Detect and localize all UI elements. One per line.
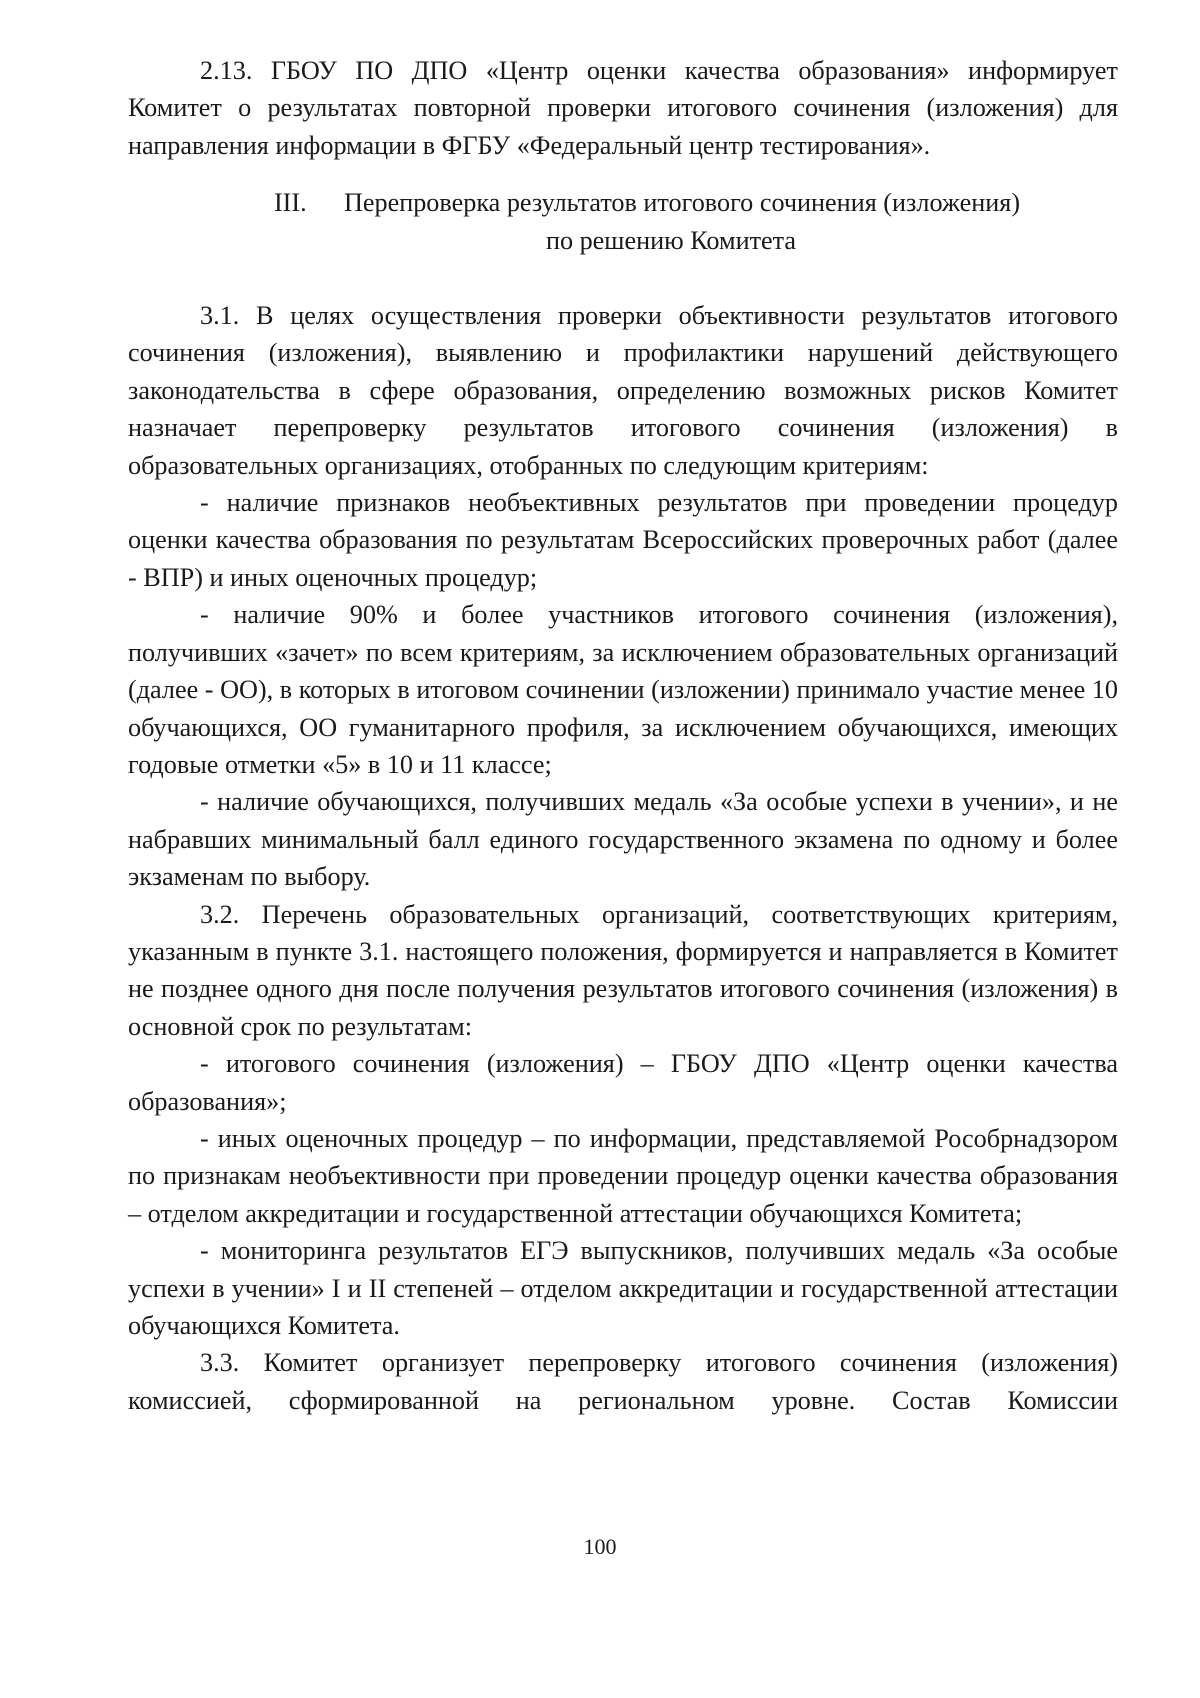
paragraph-3-3: 3.3. Комитет организует перепроверку итогового сочинения (изложения) комиссией, сформированной на региональном уровне. Состав Комиссии xyxy=(128,1348,1118,1415)
source-item: - мониторинга результатов ЕГЭ выпускников, получивших медаль «За особые успехи в учении» I и II степеней – отделом аккредитации и государственной аттестации обучающихся Комитета. xyxy=(128,1236,1118,1340)
section-number: III. xyxy=(273,188,307,218)
document-page xyxy=(128,52,1118,1419)
criteria-item: - наличие 90% и более участников итогового сочинения (изложения), получивших «зачет» по всем критериям, за исключением образовательных организаций (далее - ОО), в которых в итоговом сочинении (изложении) принимало участие менее 10 обучающихся, ОО гуманитарного профиля, за исключением обучающихся, имеющих годовые отметки «5» в 10 и 11 классе; xyxy=(128,600,1118,779)
section-title: Перепроверка результатов итогового сочинения (изложения) xyxy=(343,188,1021,218)
section-heading xyxy=(128,184,1118,259)
section-subtitle: по решению Комитета xyxy=(545,225,797,255)
paragraph-3-1: 3.1. В целях осуществления проверки объективности результатов итогового сочинения (изложения), выявлению и профилактики нарушений действующего законодательства в сфере образования, определению возможных рисков Комитет назначает перепроверку результатов итогового сочинения (изложения) в образовательных организациях, отобранных по следующим критериям: xyxy=(128,301,1118,480)
section-heading-line1 xyxy=(128,184,1118,221)
paragraph-3-2: 3.2. Перечень образовательных организаций, соответствующих критериям, указанным в пункте 3.1. настоящего положения, формируется и направляется в Комитет не позднее одного дня после получения результатов итогового сочинения (изложения) в основной срок по результатам: xyxy=(128,899,1118,1041)
criteria-item: - наличие обучающихся, получивших медаль «За особые успехи в учении», и не набравших минимальный балл единого государственного экзамена по одному и более экзаменам по выбору. xyxy=(128,787,1118,892)
paragraph-2-13: 2.13. ГБОУ ПО ДПО «Центр оценки качества образования» информирует Комитет о результатах повторной проверки итогового сочинения (изложения) для направления информации в ФГБУ «Федеральный центр тестирования». xyxy=(128,56,1118,160)
criteria-item: - наличие признаков необъективных результатов при проведении процедур оценки качества образования по результатам Всероссийских проверочных работ (далее - ВПР) и иных оценочных процедур; xyxy=(128,488,1118,592)
source-item: - итогового сочинения (изложения) – ГБОУ ДПО «Центр оценки качества образования»; xyxy=(128,1049,1118,1116)
page-number: 100 xyxy=(583,1534,617,1559)
source-item: - иных оценочных процедур – по информации, представляемой Рособрнадзором по признакам необъективности при проведении процедур оценки качества образования – отделом аккредитации и государственной аттестации обучающихся Комитета; xyxy=(128,1123,1118,1228)
